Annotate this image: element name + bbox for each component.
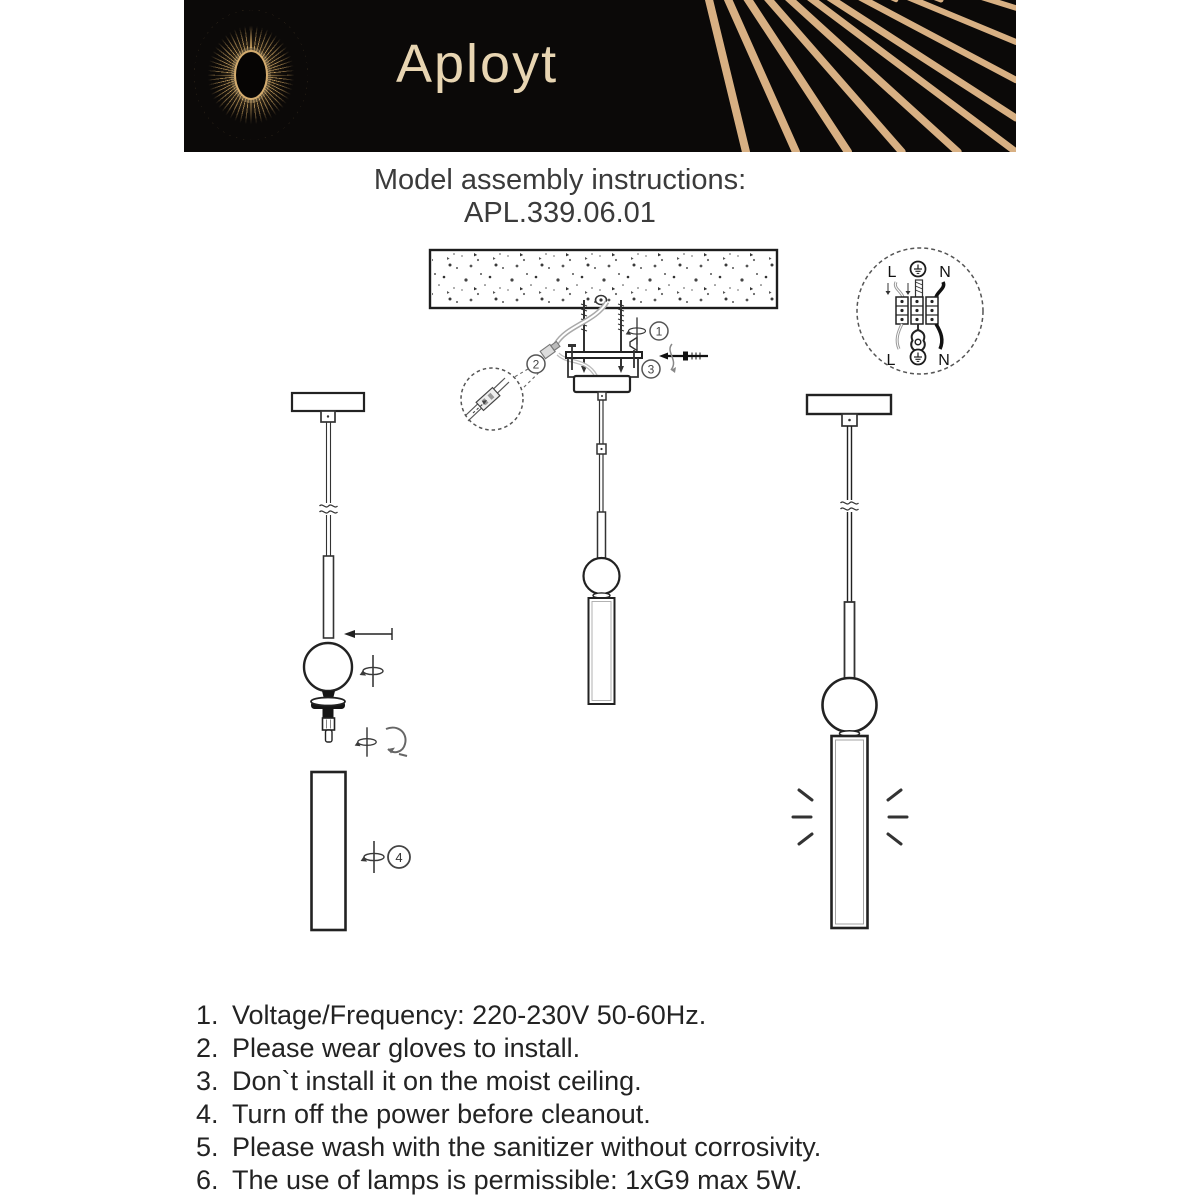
list-item: [196, 1032, 821, 1065]
item-number: 3.: [196, 1066, 219, 1096]
item-text: Please wash with the sanitizer without corrosivity.: [232, 1132, 822, 1162]
list-item: [196, 1065, 821, 1098]
model-code: APL.339.06.01: [464, 197, 656, 229]
callout-1-number: 1: [655, 324, 663, 339]
item-text: Turn off the power before cleanout.: [232, 1099, 651, 1129]
brand-banner: [184, 0, 1016, 152]
list-item: [196, 999, 821, 1032]
sun-rays-decoration: [596, 0, 1016, 152]
callout-3-number: 3: [647, 362, 655, 377]
supply-wire: [540, 302, 607, 376]
rotate-hook-icon: [355, 727, 407, 756]
item-text: Please wear gloves to install.: [232, 1033, 581, 1063]
wiring-N-top: N: [939, 264, 951, 281]
item-number: 2.: [196, 1033, 219, 1063]
instruction-list: [196, 999, 821, 1197]
wiring-N-bottom: N: [938, 352, 950, 369]
item-number: 6.: [196, 1165, 219, 1195]
item-text: Don`t install it on the moist ceiling.: [232, 1066, 642, 1096]
wiring-L-top: L: [887, 264, 897, 281]
ceiling-section: [430, 250, 777, 308]
lamp-assembly-view: [584, 400, 620, 704]
item-text: The use of lamps is permissible: 1xG9 max 5W.: [232, 1165, 803, 1195]
lamp-exploded-view: [292, 393, 410, 930]
starburst-logo-icon: [194, 10, 308, 140]
brand-name: Aployt: [396, 34, 559, 94]
callout-3: [642, 344, 708, 378]
callout-4: [361, 841, 410, 873]
callout-2-detail: [461, 355, 545, 430]
item-text: Voltage/Frequency: 220-230V 50-60Hz.: [232, 1000, 707, 1030]
item-number: 4.: [196, 1099, 219, 1129]
list-item: [196, 1131, 821, 1164]
wiring-diagram: [857, 248, 983, 374]
wiring-L-bottom: L: [886, 352, 896, 369]
list-item: [196, 1164, 821, 1197]
list-item: [196, 1098, 821, 1131]
callout-2-number: 2: [532, 357, 540, 372]
lamp-finished-view: [793, 395, 907, 928]
item-number: 5.: [196, 1132, 219, 1162]
title-block: [0, 164, 1120, 230]
assembly-diagram: [180, 238, 1020, 980]
callout-4-number: 4: [395, 850, 403, 865]
page-title: Model assembly instructions:: [373, 164, 747, 196]
item-number: 1.: [196, 1000, 219, 1030]
mounting-bracket: [566, 338, 642, 401]
